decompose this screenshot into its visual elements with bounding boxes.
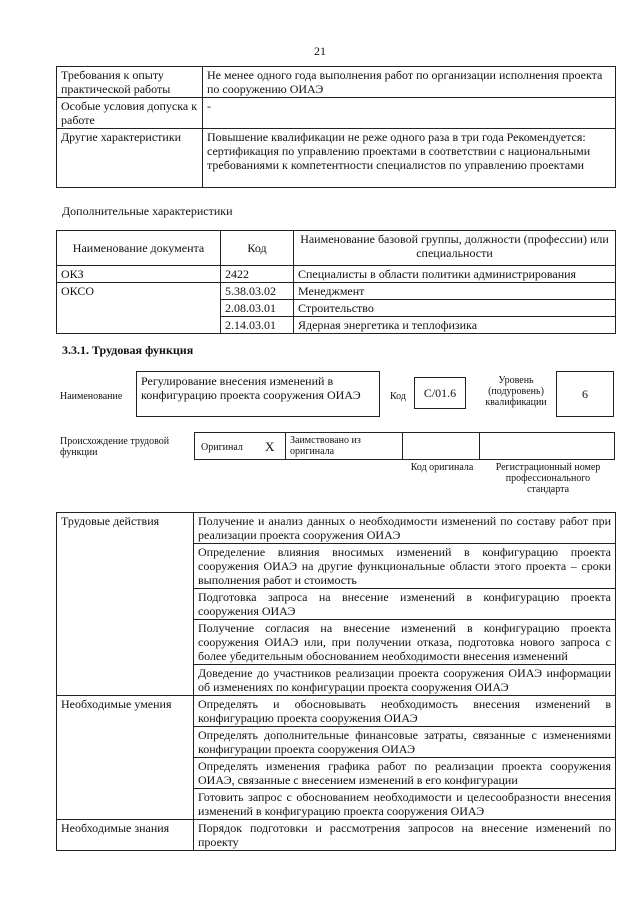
table-header-row (57, 231, 616, 266)
section-title: 3.3.1. Трудовая функция (62, 343, 194, 357)
skill-item: Определять и обосновывать необходимость внесения изменений в конфигурацию проекта сооружения ОИАЭ (194, 696, 616, 727)
table-row (57, 67, 616, 98)
knowledge-label: Необходимые знания (57, 820, 194, 851)
table-row (57, 696, 616, 727)
function-name: Регулирование внесения изменений в конфигурацию проекта сооружения ОИАЭ (141, 374, 361, 402)
action-item: Получение согласия на внесение изменений в конфигурацию проекта сооружения ОИАЭ или, при получении отказа, подготовка нового запроса с более убедительным обоснованием необходимости внесения изменений (194, 620, 616, 665)
original-label: Оригинал (201, 442, 243, 453)
req-value: - (203, 98, 616, 129)
original-box (194, 432, 286, 460)
header-code: Код (221, 231, 294, 266)
req-value: Повышение квалификации не реже одного раза в три года Рекомендуется: сертификация по управлению проектами в соответствии с национальными требованиями к компетентности специалистов по управлению проектами (203, 129, 616, 188)
level-box (556, 371, 614, 417)
extra-title: Дополнительные характеристики (62, 204, 233, 218)
code-okso: 5.38.03.02 (221, 283, 294, 300)
borrowed-box (285, 432, 403, 460)
table-row (57, 98, 616, 129)
code-value: C/01.6 (423, 386, 457, 400)
borrowed-label: Заимствовано из оригинала (290, 435, 361, 457)
action-item: Получение и анализ данных о необходимости изменений по составу работ при реализации проекта сооружения ОИАЭ (194, 513, 616, 544)
skills-label: Необходимые умения (57, 696, 194, 820)
header-doc: Наименование документа (57, 231, 221, 266)
origin-code-caption: Код оригинала (410, 462, 474, 473)
origin-code-box (402, 432, 480, 460)
name-label: Наименование (60, 391, 123, 402)
skill-item: Определять изменения графика работ по реализации проекта сооружения ОИАЭ, связанные с внесением изменений в его конфигурации (194, 758, 616, 789)
origin-reg-box (479, 432, 615, 460)
actions-label: Трудовые действия (57, 513, 194, 696)
functions-table (56, 512, 616, 851)
code-label: Код (390, 391, 406, 402)
action-item: Определение влияния вносимых изменений в конфигурацию проекта сооружения ОИАЭ на другие функциональные области этого проекта – сроки выполнения работ и стоимость (194, 544, 616, 589)
table-row (57, 283, 616, 300)
skill-item: Определять дополнительные финансовые затраты, связанные с изменениями конфигурации проекта сооружения ОИАЭ (194, 727, 616, 758)
action-item: Доведение до участников реализации проекта сооружения ОИАЭ информации об изменениях по конфигурации проекта сооружения ОИАЭ (194, 665, 616, 696)
origin-label: Происхождение трудовой функции (60, 436, 170, 458)
doc-okso: ОКСО (57, 283, 221, 334)
table-row (57, 266, 616, 283)
table-row (57, 513, 616, 544)
original-mark: X (265, 439, 275, 454)
name-okso: Строительство (294, 300, 616, 317)
doc-okz: ОКЗ (57, 266, 221, 283)
function-name-box (136, 371, 380, 417)
req-label: Требования к опыту практической работы (57, 67, 203, 98)
name-okso: Ядерная энергетика и теплофизика (294, 317, 616, 334)
knowledge-item: Порядок подготовки и рассмотрения запросов на внесение изменений по проекту (194, 820, 616, 851)
code-okso: 2.14.03.01 (221, 317, 294, 334)
page-number: 21 (314, 44, 326, 58)
name-okz: Специалисты в области политики администрирования (294, 266, 616, 283)
requirements-table (56, 66, 616, 188)
req-value: Не менее одного года выполнения работ по организации исполнения проекта по сооружению ОИАЭ (203, 67, 616, 98)
code-okso: 2.08.03.01 (221, 300, 294, 317)
extra-table (56, 230, 616, 334)
level-label: Уровень (подуровень) квалификации (485, 375, 547, 408)
header-name: Наименование базовой группы, должности (профессии) или специальности (294, 231, 616, 266)
origin-reg-caption: Регистрационный номер профессионального стандарта (495, 462, 601, 495)
req-label: Другие характеристики (57, 129, 203, 188)
req-label: Особые условия допуска к работе (57, 98, 203, 129)
table-row (57, 820, 616, 851)
table-row (57, 129, 616, 188)
code-box (414, 377, 466, 409)
action-item: Подготовка запроса на внесение изменений в конфигурацию проекта сооружения ОИАЭ (194, 589, 616, 620)
level-value: 6 (582, 387, 588, 401)
skill-item: Готовить запрос с обоснованием необходимости и целесообразности внесения изменений в конфигурацию проекта сооружения ОИАЭ (194, 789, 616, 820)
code-okz: 2422 (221, 266, 294, 283)
name-okso: Менеджмент (294, 283, 616, 300)
